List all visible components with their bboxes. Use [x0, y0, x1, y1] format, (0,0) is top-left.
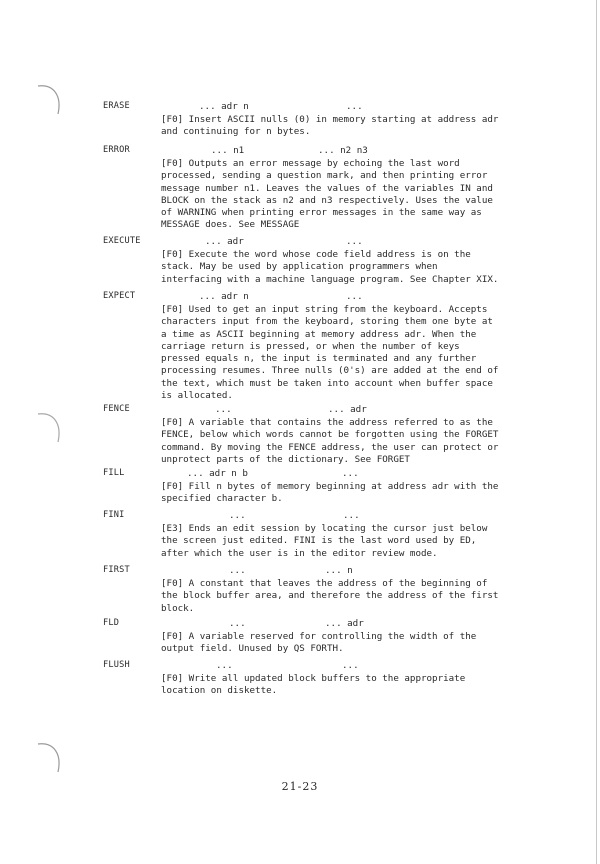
stack-effect: [0, 468, 600, 480]
entry-word: ERROR: [103, 145, 130, 155]
entry-word: EXPECT: [103, 291, 136, 301]
punch-hole-mark-bottom: [36, 740, 66, 776]
stack-after: ... adr: [325, 618, 364, 629]
entry-word: FENCE: [103, 404, 130, 414]
stack-before: ... adr n b: [187, 468, 248, 479]
stack-effect: [0, 660, 600, 672]
stack-effect: [0, 291, 600, 303]
stack-before: ...: [216, 660, 233, 671]
entry-word: ERASE: [103, 101, 130, 111]
entry-word: FINI: [103, 510, 125, 520]
entry-description: [F0] Used to get an input string from the keyboard. Accepts characters input from the keyboard, storing them one byte at a time as ASCII beginning at memory address adr. When the carriage return is pressed, or when the number of keys pressed equals n, the input is terminated and any further processing resumes. Three nulls (0's) are added at the end of the text, which must be taken into account when buffer space is allocated.: [161, 304, 499, 402]
stack-effect: [0, 236, 600, 248]
page-number: 21-23: [281, 780, 319, 793]
stack-effect: [0, 404, 600, 416]
stack-before: ...: [229, 618, 246, 629]
stack-effect: [0, 618, 600, 630]
stack-after: ... n: [325, 565, 353, 576]
entry-description: [F0] Outputs an error message by echoing the last word processed, sending a question mark, and then printing error message number n1. Leaves the values of the variables IN and BLOCK on the stack as n2 and n3 respectively. Uses the value of WARNING when printing error messages in the same way as MESSAGE does. See MESSAGE: [161, 158, 493, 231]
entry-description: [F0] Fill n bytes of memory beginning at address adr with the specified character b.: [161, 481, 499, 505]
stack-after: ...: [342, 660, 359, 671]
entry-description: [E3] Ends an edit session by locating the cursor just below the screen just edited. FINI is the last word used by ED, after which the user is in the editor review mode.: [161, 523, 488, 559]
stack-before: ...: [215, 404, 232, 415]
stack-effect: [0, 101, 600, 113]
stack-after: ... n2 n3: [318, 145, 368, 156]
stack-effect: [0, 510, 600, 522]
stack-after: ...: [343, 510, 360, 521]
stack-after: ...: [342, 468, 359, 479]
stack-after: ...: [346, 101, 363, 112]
entry-description: [F0] Insert ASCII nulls (0) in memory starting at address adr and continuing for n bytes.: [161, 114, 499, 138]
stack-after: ...: [346, 291, 363, 302]
entry-description: [F0] Write all updated block buffers to the appropriate location on diskette.: [161, 673, 466, 697]
entry-word: EXECUTE: [103, 236, 141, 246]
entry-word: FLD: [103, 618, 120, 628]
stack-before: ... n1: [211, 145, 245, 156]
stack-effect: [0, 565, 600, 577]
entry-word: FLUSH: [103, 660, 130, 670]
entry-description: [F0] A variable reserved for controlling the width of the output field. Unused by QS FORTH.: [161, 631, 477, 655]
stack-before: ... adr n: [199, 101, 249, 112]
entry-description: [F0] A constant that leaves the address of the beginning of the block buffer area, and therefore the address of the first block.: [161, 578, 499, 614]
stack-after: ...: [346, 236, 363, 247]
stack-after: ... adr: [328, 404, 367, 415]
stack-before: ... adr n: [199, 291, 249, 302]
page-edge: [596, 0, 597, 864]
stack-before: ... adr: [205, 236, 244, 247]
entry-description: [F0] Execute the word whose code field address is on the stack. May be used by application programmers when interfacing with a machine language program. See Chapter XIX.: [161, 249, 499, 285]
stack-before: ...: [229, 510, 246, 521]
entry-word: FIRST: [103, 565, 130, 575]
stack-before: ...: [229, 565, 246, 576]
stack-effect: [0, 145, 600, 157]
entry-word: FILL: [103, 468, 125, 478]
entry-description: [F0] A variable that contains the address referred to as the FENCE, below which words cannot be forgotten using the FORGET command. By moving the FENCE address, the user can protect or unprotect parts of the dictionary. See FORGET: [161, 417, 499, 465]
